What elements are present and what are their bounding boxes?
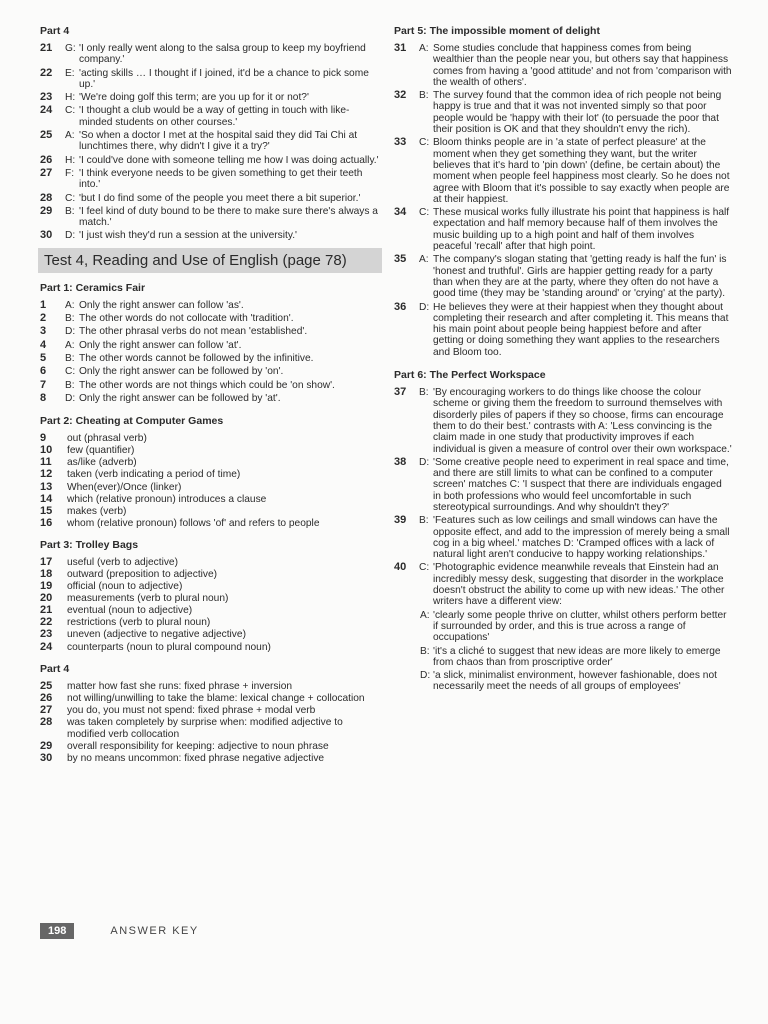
answer-item [394,610,732,644]
answer-number: 22 [40,66,53,79]
answer-item [40,105,380,128]
answer-item [40,681,380,693]
answer-letter: B: [420,645,430,657]
answer-letter: G: [65,43,76,54]
answer-letter: C: [419,137,430,149]
answer-item [394,457,732,513]
answer-item [394,43,732,88]
answer-number: 1 [40,298,47,311]
answer-number: 13 [40,480,53,493]
answer-number: 33 [394,136,407,149]
answer-number: 28 [40,715,53,728]
answer-number: 9 [40,432,47,445]
answer-text: The other words do not collocate with 'tradition'. [79,313,294,325]
answer-number: 27 [40,703,53,716]
answer-text: 'I thought a club would be a way of getting in touch with like-minded students on other courses.' [79,105,350,128]
answer-number: 24 [40,104,53,117]
answer-item [40,168,380,191]
answer-item [394,137,732,205]
answer-text: 'acting skills … I thought if I joined, it'd be a chance to pick some up.' [79,67,369,90]
answer-number: 12 [40,468,53,481]
answer-item [40,206,380,229]
answer-item [40,380,380,391]
answer-number: 34 [394,206,407,219]
answer-letter: A: [420,609,430,621]
answer-text: Only the right answer can follow 'as'. [79,299,244,311]
answer-item [40,433,380,445]
answer-item [40,130,380,153]
answer-item [394,254,732,299]
answer-text: Only the right answer can be followed by 'on'. [79,366,284,378]
answer-text: useful (verb to adjective) [67,556,178,568]
answer-letter: C: [419,207,430,219]
answer-letter: A: [419,43,429,54]
answer-item [40,326,380,337]
answer-number: 25 [40,129,53,142]
part6-sub-list [394,610,732,693]
answer-item [40,494,380,506]
answer-number: 37 [394,386,407,399]
part5-title: Part 5: The impossible moment of delight [394,25,600,37]
answer-letter: B: [65,352,75,364]
answer-letter: C: [65,192,76,204]
answer-item [40,393,380,404]
answer-number: 27 [40,166,53,179]
answer-number: 39 [394,514,407,527]
answer-letter: C: [419,562,430,574]
answer-letter: C: [65,105,76,117]
answer-item [40,155,380,166]
answer-text: Only the right answer can follow 'at'. [79,339,242,351]
answer-item [40,569,380,581]
answer-letter: A: [65,339,75,351]
answer-letter: B: [419,90,429,102]
left-column [40,24,380,765]
page-number: 198 [40,923,74,939]
answer-number: 29 [40,204,53,217]
answer-letter: C: [65,366,76,378]
answer-item [40,313,380,324]
answer-item [394,387,732,455]
answer-number: 28 [40,191,53,204]
answer-item [40,230,380,241]
answer-letter: H: [65,92,76,104]
answer-number: 18 [40,567,53,580]
part4-title: Part 4 [40,25,70,37]
answer-text: 'Some creative people need to experiment in real space and time, and there are still limits to what can be confined to a computer screen' matches C: 'I suspect that there are individuals engaged in both professions who would feel uncomfortable in such stereotypical surroundings. And why shouldn't they?' [433,456,729,513]
answer-item [40,92,380,103]
answer-letter: D: [65,326,76,338]
answer-text: 'I only really went along to the salsa group to keep my boyfriend company.' [79,43,366,66]
answer-item [40,518,380,530]
answer-letter: D: [419,456,430,468]
answer-number: 21 [40,42,53,54]
answer-number: 2 [40,312,47,325]
answer-text: The survey found that the common idea of rich people not being happy is true and that it was not invented simply so that poor people would be 'happy with their lot' (to persuade the poor that their position is OK and that they shouldn't envy the rich). [433,90,722,136]
answer-text: as/like (adverb) [67,457,137,469]
answer-letter: A: [65,299,75,311]
answer-item [40,593,380,605]
answer-text: whom (relative pronoun) follows 'of' and refers to people [67,517,320,529]
answer-number: 30 [40,229,53,242]
answer-text: measurements (verb to plural noun) [67,593,229,605]
test-heading: Test 4, Reading and Use of English (page 78) [38,248,382,273]
answer-text: 'I feel kind of duty bound to be there to make sure there's always a match.' [79,205,378,229]
part3-title: Part 3: Trolley Bags [40,538,139,551]
answer-text: Only the right answer can be followed by 'at'. [79,392,281,404]
answer-item [40,43,380,66]
page-footer [40,922,199,940]
answer-item [40,705,380,717]
part4b-list [40,681,380,765]
answer-text: which (relative pronoun) introduces a clause [67,493,267,505]
answer-item [40,506,380,518]
answer-text: taken (verb indicating a period of time) [67,469,241,481]
answer-item [40,617,380,629]
answer-letter: B: [419,515,429,527]
answer-number: 26 [40,691,53,704]
answer-item [40,445,380,457]
answer-number: 23 [40,91,53,104]
answer-text: overall responsibility for keeping: adjective to noun phrase [67,740,329,752]
answer-letter: A: [65,130,75,142]
answer-number: 21 [40,604,53,617]
answer-text: makes (verb) [67,505,127,517]
answer-text: 'it's a cliché to suggest that new ideas are more likely to emerge from chaos than from proscriptive order' [433,645,721,668]
answer-text: out (phrasal verb) [67,433,147,445]
answer-text: These musical works fully illustrate his point that happiness is half expectation and half memory because half of them involves the music building up to a high point and half of them involves peaceful 'recall' after that high point. [433,207,730,253]
answer-text: 'Features such as low ceilings and small windows can have the opposite effect, and add to the impression of merely being a small cog in a big wheel.' matches D: 'Cramped offices with a lack of natural light aren't conducive to happy working relationships.' [433,515,730,561]
answer-letter: D: [420,670,431,682]
answer-item [40,366,380,377]
answer-number: 3 [40,325,47,338]
part5-list [394,43,732,358]
footer-label: ANSWER KEY [110,925,199,937]
answer-text: When(ever)/Once (linker) [67,481,182,493]
answer-letter: D: [65,392,76,404]
answer-item [394,646,732,669]
answer-number: 35 [394,253,407,266]
answer-text: by no means uncommon: fixed phrase negative adjective [67,752,325,764]
answer-item [40,581,380,593]
answer-text: 'We're doing golf this term; are you up for it or not?' [79,92,309,104]
answer-text: The other words cannot be followed by the infinitive. [79,352,314,364]
answer-letter: B: [65,379,75,391]
answer-number: 8 [40,391,47,404]
answer-number: 14 [40,492,53,505]
answer-number: 32 [394,89,407,102]
part4-list [40,43,380,242]
answer-item [40,193,380,204]
answer-number: 15 [40,504,53,517]
answer-number: 38 [394,455,407,468]
answer-text: 'clearly some people thrive on clutter, whilst others perform better if surrounded by order, and this is true across a range of occupations' [433,609,727,644]
answer-number: 40 [394,561,407,574]
answer-text: 'By encouraging workers to do things like choose the colour scheme or giving them the freedom to surround themselves with disorderly piles of papers if they so choose, firms can encourage them to do their best.' contrasts with A: 'Less convincing is the claim made in one study that productivity improves if each individual is given a measure of control over their own workspace.' [433,387,732,455]
answer-item [40,340,380,351]
answer-text: eventual (noun to adjective) [67,605,193,617]
answer-letter: A: [419,254,429,266]
answer-text: counterparts (noun to plural compound noun) [67,641,271,653]
answer-number: 4 [40,338,47,351]
answer-text: matter how fast she runs: fixed phrase + inversion [67,680,293,692]
answer-number: 17 [40,555,53,568]
answer-item [394,515,732,560]
answer-item [40,753,380,765]
answer-text: 'So when a doctor I met at the hospital said they did Tai Chi at lunchtimes there, why didn't I give it a try?' [79,130,358,153]
answer-text: uneven (adjective to negative adjective) [67,629,246,641]
answer-item [40,741,380,753]
part1-title: Part 1: Ceramics Fair [40,281,146,294]
answer-text: The other phrasal verbs do not mean 'established'. [79,326,308,338]
answer-item [40,629,380,641]
answer-letter: H: [65,154,76,166]
answer-number: 31 [394,42,407,54]
answer-number: 23 [40,628,53,641]
answer-text: was taken completely by surprise when: modified adjective to modified verb collocation [67,716,343,740]
answer-text: 'I think everyone needs to be given something to get their teeth into.' [79,167,363,191]
answer-letter: B: [65,205,75,217]
answer-item [40,717,380,740]
part6-list [394,387,732,608]
part3-list [40,557,380,653]
answer-number: 5 [40,351,47,364]
answer-item [394,562,732,607]
answer-letter: D: [65,230,76,242]
answer-letter: B: [65,313,75,325]
answer-text: few (quantifier) [67,445,135,457]
part2-title: Part 2: Cheating at Computer Games [40,415,224,428]
answer-item [40,642,380,654]
answer-number: 24 [40,640,53,653]
answer-number: 29 [40,739,53,752]
answer-text: you do, you must not spend: fixed phrase + modal verb [67,704,316,716]
answer-item [394,90,732,135]
answer-text: outward (preposition to adjective) [67,568,218,580]
answer-item [40,557,380,569]
answer-item [40,469,380,481]
answer-number: 20 [40,592,53,605]
part6-title: Part 6: The Perfect Workspace [394,369,546,382]
answer-letter: E: [65,67,75,79]
answer-text: not willing/unwilling to take the blame: lexical change + collocation [67,692,365,704]
answer-item [40,605,380,617]
answer-text: He believes they were at their happiest when they thought about completing their research and after completing it. This means that his main point about people being happiest before and after getting or doing something they want applies to the researchers and Bloom too. [433,301,729,358]
answer-text: 'a slick, minimalist environment, however fashionable, does not necessarily meet the needs of all groups of employees' [433,670,717,693]
answer-letter: B: [419,387,429,399]
part4b-title: Part 4 [40,662,70,675]
answer-item [40,68,380,91]
answer-item [394,670,732,693]
answer-number: 22 [40,616,53,629]
answer-number: 30 [40,751,53,764]
answer-number: 26 [40,153,53,166]
answer-text: 'I could've done with someone telling me how I was doing actually.' [79,154,379,166]
answer-text: The other words are not things which could be 'on show'. [79,379,335,391]
answer-item [40,693,380,705]
answer-text: 'I just wish they'd run a session at the university.' [79,230,297,242]
answer-letter: D: [419,301,430,313]
answer-number: 19 [40,580,53,593]
answer-item [394,302,732,358]
part2-list [40,433,380,529]
answer-item [394,207,732,252]
answer-text: 'but I do find some of the people you meet there a bit superior.' [79,192,361,204]
answer-number: 11 [40,456,52,469]
answer-item [40,457,380,469]
answer-item [40,482,380,494]
answer-number: 6 [40,365,47,378]
answer-number: 16 [40,516,53,529]
answer-item [40,300,380,311]
answer-text: The company's slogan stating that 'getting ready is half the fun' is 'honest and truthful'. Girls are happier getting ready for a party than when they are at the party, where they often do not have a good time (they may be 'standing around' or 'crying' at the party). [433,254,727,300]
answer-text: Some studies conclude that happiness comes from being wealthier than the people near you, but others say that happiness comes from having a 'good attitude' and not from 'comparison with the wealth of others'. [433,43,732,88]
answer-item [40,353,380,364]
answer-number: 36 [394,300,407,313]
answer-text: Bloom thinks people are in 'a state of perfect pleasure' at the moment when they get something they want, but the writer believes that it's hard to 'pin down' (define, be certain about) the moment when people feel happiness most clearly. So he does not agree with Bloom that it's possible to say exactly when people are at their happiest. [433,137,730,205]
answer-number: 7 [40,378,47,391]
part1-list [40,300,380,404]
answer-letter: F: [65,167,75,179]
answer-number: 25 [40,679,53,692]
answer-number: 10 [40,444,53,457]
right-column [394,24,732,695]
answer-text: official (noun to adjective) [67,581,183,593]
answer-text: restrictions (verb to plural noun) [67,617,211,629]
answer-text: 'Photographic evidence meanwhile reveals that Einstein had an incredibly messy desk, suggesting that disorder in the workplace doesn't obstruct the ability to come up with new ideas.' The other writers have a different view: [433,562,725,608]
